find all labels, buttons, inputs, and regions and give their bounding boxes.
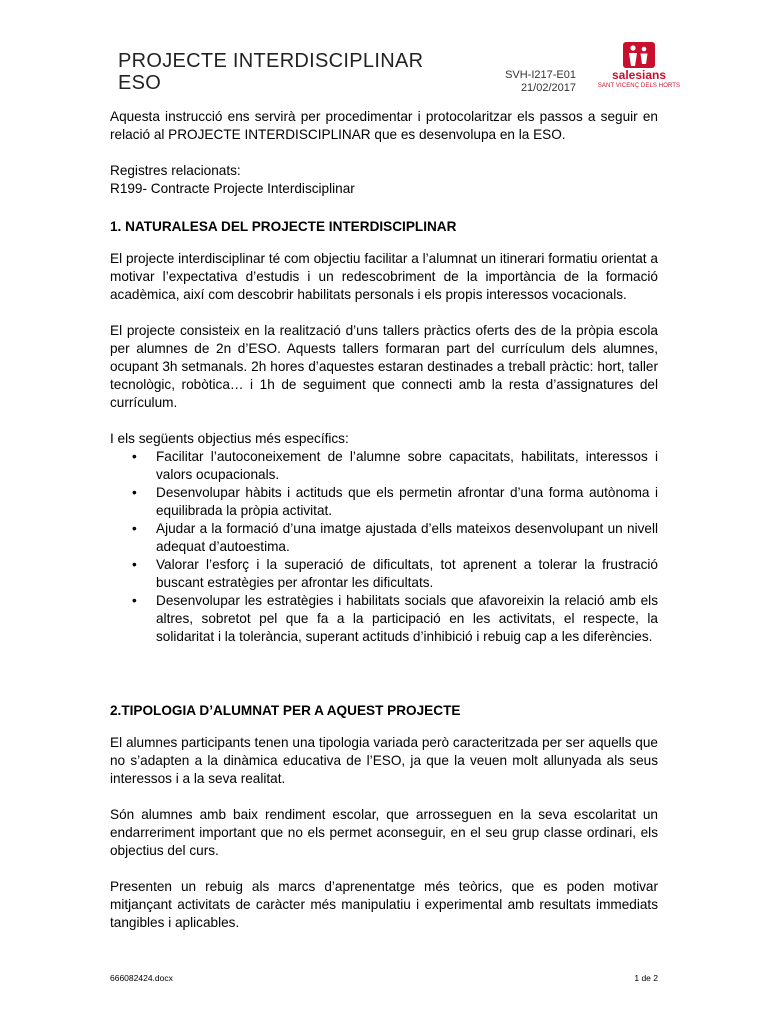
section-1-paragraph-2: El projecte consisteix en la realització d’uns tallers pràctics oferts des de la pròpia escola per alumnes de 2n d’ESO. Aquests tallers formaran part del currículum dels alumnes, ocupant 3h setmanals. 2h hores d’aquestes estaran destinades a treball pràctic: hort, taller tecnològic, robòtica… i 1h de seguiment que connecti amb la resta d’assignatures del currículum. [110,323,658,410]
section-2-paragraph-2: Són alumnes amb baix rendiment escolar, que arrosseguen en la seva escolaritat un endarreriment important que no els permet aconseguir, en el seu grup classe ordinari, els objectius del curs. [110,807,658,858]
section-2-heading: 2.TIPOLOGIA D’ALUMNAT PER A AQUEST PROJECTE [110,703,461,718]
list-item: • Desenvolupar hàbits i actituds que els permetin afrontar d’una forma autònoma i equilibrada la pròpia activitat. [110,484,658,520]
salesians-logo-icon [623,42,655,68]
page-title [118,50,423,94]
list-item: • Valorar l’esforç i la superació de dificultats, tot aprenent a tolerar la frustració buscant estratègies per afrontar les dificultats. [110,556,658,592]
salesians-logo [597,42,681,98]
objectives-intro: I els següents objectius més específics: [110,431,349,446]
logo-subtitle: SANT VICENÇ DELS HORTS [597,83,681,89]
registres-label: Registres relacionats: [110,163,241,178]
document-code: SVH-I217-E01 [505,69,576,81]
document-body [110,108,658,932]
section-2-paragraph-1: El alumnes participants tenen una tipologia variada però caracteritzada per ser aquells que no s’adapten a la dinàmica educativa de l’ESO, ja que la veuen molt allunyada als seus interessos i a la seva realitat. [110,735,658,786]
section-2-paragraph-3: Presenten un rebuig als marcs d’aprenentatge més teòrics, que es poden motivar mitjançant activitats de caràcter més manipulatiu i experimental amb resultats immediats tangibles i aplicables. [110,879,658,930]
logo-wordmark: salesians [611,68,667,82]
title-line-2: ESO [118,72,162,94]
section-1-heading: 1. NATURALESA DEL PROJECTE INTERDISCIPLINAR [110,219,457,234]
document-code-block [505,69,576,95]
intro-paragraph: Aquesta instrucció ens servirà per procedimentar i protocolaritzar els passos a seguir en relació al PROJECTE INTERDISCIPLINAR que es desenvolupa en la ESO. [110,109,658,142]
title-line-1: PROJECTE INTERDISCIPLINAR [118,50,424,72]
list-item: • Desenvolupar les estratègies i habilitats socials que afavoreixin la relació amb els altres, sobretot pel que fa a la participació en les activitats, el respecte, la solidaritat i la tolerància, superant actituds d’inhibició i rebuig cap a les diferències. [110,592,658,646]
registres-item: R199- Contracte Projecte Interdisciplinar [110,181,355,196]
footer-page-number: 1 de 2 [634,973,658,983]
list-item: • Facilitar l’autoconeixement de l’alumne sobre capacitats, habilitats, interessos i valors ocupacionals. [110,448,658,484]
objectives-list [110,448,658,646]
document-date: 21/02/2017 [520,82,576,94]
list-item: • Ajudar a la formació d’una imatge ajustada d’ells mateixos desenvolupant un nivell adequat d’autoestima. [110,520,658,556]
section-1-paragraph-1: El projecte interdisciplinar té com objectiu facilitar a l’alumnat un itinerari formatiu orientat a motivar l’expectativa d’estudis i un redescobriment de la importància de la formació acadèmica, així com descobrir habilitats personals i els propis interessos vocacionals. [110,251,658,302]
footer-filename: 666082424.docx [110,973,173,983]
